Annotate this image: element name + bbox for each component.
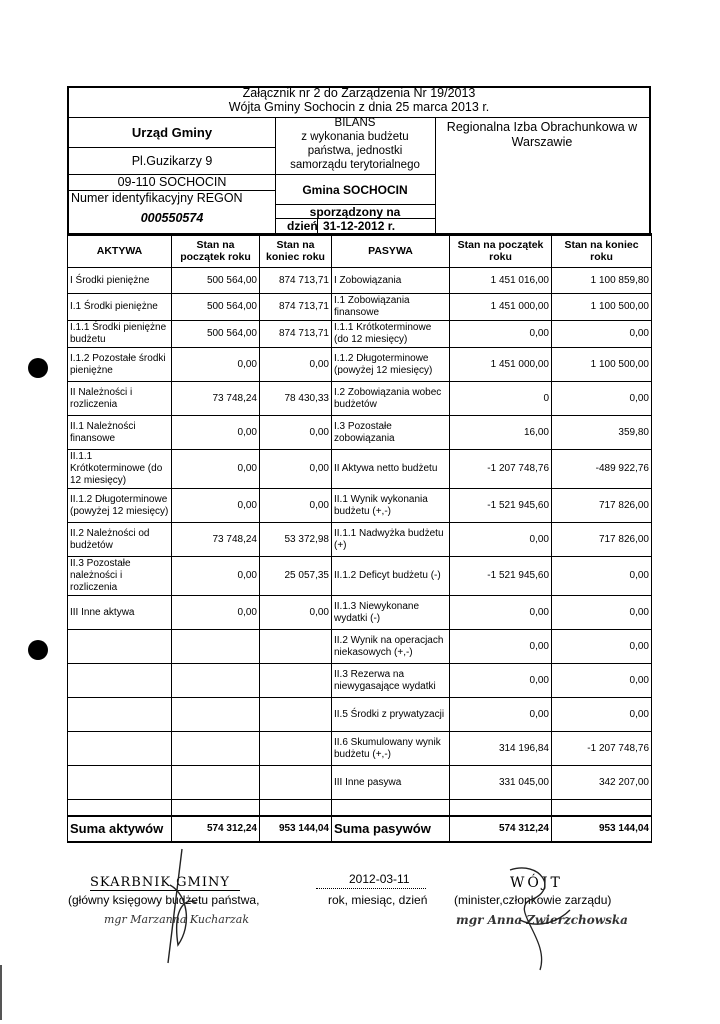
cell-aktywa-end: 78 430,33 xyxy=(260,382,332,416)
cell-aktywa-start: 500 564,00 xyxy=(172,268,260,294)
cell-pasywa-start: -1 521 945,60 xyxy=(450,557,552,596)
cell-pasywa-start: 314 196,84 xyxy=(450,732,552,766)
cell-aktywa-start xyxy=(172,630,260,664)
cell-aktywa-end: 53 372,98 xyxy=(260,523,332,557)
cell-aktywa-label xyxy=(68,698,172,732)
date-underline xyxy=(316,888,426,889)
cell-aktywa-label xyxy=(68,800,172,816)
table-row xyxy=(68,596,652,630)
cell-aktywa-end: 874 713,71 xyxy=(260,321,332,348)
cell-aktywa-label: III Inne aktywa xyxy=(68,596,172,630)
balance-table xyxy=(67,233,652,843)
table-row xyxy=(68,523,652,557)
cell-pasywa-start xyxy=(450,800,552,816)
cell-pasywa-end: -489 922,76 xyxy=(552,450,652,489)
cell-aktywa-start: 500 564,00 xyxy=(172,294,260,321)
cell-aktywa-end xyxy=(260,664,332,698)
cell-pasywa-end: -1 207 748,76 xyxy=(552,732,652,766)
cell-pasywa-label: I.1 Zobowiązania finansowe xyxy=(332,294,450,321)
cell-pasywa-start: 0,00 xyxy=(450,321,552,348)
cell-pasywa-end: 1 100 500,00 xyxy=(552,348,652,382)
cell-aktywa-label: I.1.1 Środki pieniężne budżetu xyxy=(68,321,172,348)
cell-aktywa-label: II.1.2 Długoterminowe (powyżej 12 miesięcy) xyxy=(68,489,172,523)
rio-line-2: Warszawie xyxy=(511,135,573,149)
gmina-name: Gmina SOCHOCIN xyxy=(302,183,408,197)
cell-aktywa-start xyxy=(172,664,260,698)
rio-line-1: Regionalna Izba Obrachunkowa w xyxy=(446,120,638,134)
sum-aktywa-end: 953 144,04 xyxy=(260,816,332,842)
cell-aktywa-end: 0,00 xyxy=(260,450,332,489)
cell-pasywa-start: 0 xyxy=(450,382,552,416)
cell-pasywa-start: -1 207 748,76 xyxy=(450,450,552,489)
table-header-row xyxy=(68,234,652,268)
cell-aktywa-end xyxy=(260,732,332,766)
cell-aktywa-end: 874 713,71 xyxy=(260,268,332,294)
table-body xyxy=(68,268,652,816)
cell-pasywa-label: II.6 Skumulowany wynik budżetu (+,-) xyxy=(332,732,450,766)
cell-aktywa-start: 73 748,24 xyxy=(172,523,260,557)
middle-caption: rok, miesiąc, dzień xyxy=(328,893,428,907)
title-line-2: Wójta Gminy Sochocin z dnia 25 marca 2013 r. xyxy=(228,100,490,114)
table-row xyxy=(68,348,652,382)
cell-pasywa-end: 0,00 xyxy=(552,698,652,732)
cell-aktywa-label: II Należności i rozliczenia xyxy=(68,382,172,416)
table-row xyxy=(68,664,652,698)
office-postal: 09-110 SOCHOCIN xyxy=(117,175,227,189)
cell-pasywa-start: -1 521 945,60 xyxy=(450,489,552,523)
cell-aktywa-end: 25 057,35 xyxy=(260,557,332,596)
table-row xyxy=(68,321,652,348)
cell-aktywa-start: 0,00 xyxy=(172,450,260,489)
cell-aktywa-end: 0,00 xyxy=(260,489,332,523)
cell-pasywa-label: II.1.3 Niewykonane wydatki (-) xyxy=(332,596,450,630)
cell-aktywa-end: 0,00 xyxy=(260,348,332,382)
cell-pasywa-end: 359,80 xyxy=(552,416,652,450)
cell-aktywa-label: II.1 Należności finansowe xyxy=(68,416,172,450)
cell-pasywa-end: 0,00 xyxy=(552,664,652,698)
cell-aktywa-start: 0,00 xyxy=(172,489,260,523)
cell-aktywa-start: 0,00 xyxy=(172,348,260,382)
cell-aktywa-label: II.2 Należności od budżetów xyxy=(68,523,172,557)
cell-pasywa-end: 0,00 xyxy=(552,321,652,348)
cell-aktywa-label: I Środki pieniężne xyxy=(68,268,172,294)
prepared-label: sporządzony na xyxy=(309,205,401,219)
cell-aktywa-label: II.1.1 Krótkoterminowe (do 12 miesięcy) xyxy=(68,450,172,489)
scan-edge-mark xyxy=(0,965,2,1020)
regon-label: Numer identyfikacyjny REGON xyxy=(71,191,243,205)
cell-pasywa-label: I.3 Pozostałe zobowiązania xyxy=(332,416,450,450)
cell-pasywa-start: 0,00 xyxy=(450,664,552,698)
left-signature-mark xyxy=(148,845,208,965)
cell-pasywa-label: I.2 Zobowiązania wobec budżetów xyxy=(332,382,450,416)
cell-aktywa-start: 0,00 xyxy=(172,557,260,596)
col-pasywa-start: Stan na początek roku xyxy=(450,234,552,268)
cell-aktywa-start xyxy=(172,732,260,766)
cell-pasywa-end: 717 826,00 xyxy=(552,489,652,523)
table-row xyxy=(68,630,652,664)
table-row xyxy=(68,450,652,489)
cell-aktywa-end xyxy=(260,800,332,816)
title-line-1: Załącznik nr 2 do Zarządzenia Nr 19/2013 xyxy=(242,86,476,100)
cell-pasywa-start: 0,00 xyxy=(450,630,552,664)
cell-aktywa-label: II.3 Pozostałe należności i rozliczenia xyxy=(68,557,172,596)
cell-aktywa-start: 73 748,24 xyxy=(172,382,260,416)
cell-pasywa-label: III Inne pasywa xyxy=(332,766,450,800)
cell-pasywa-start: 0,00 xyxy=(450,596,552,630)
cell-pasywa-label: II.2 Wynik na operacjach niekasowych (+,-) xyxy=(332,630,450,664)
sum-aktywa-start: 574 312,24 xyxy=(172,816,260,842)
sum-row xyxy=(68,816,652,842)
sum-pasywa-end: 953 144,04 xyxy=(552,816,652,842)
cell-aktywa-label xyxy=(68,664,172,698)
cell-pasywa-end: 0,00 xyxy=(552,630,652,664)
date-value: 31-12-2012 r. xyxy=(323,219,396,233)
cell-pasywa-start: 0,00 xyxy=(450,698,552,732)
cell-aktywa-start xyxy=(172,800,260,816)
cell-aktywa-end: 874 713,71 xyxy=(260,294,332,321)
cell-pasywa-end: 717 826,00 xyxy=(552,523,652,557)
cell-pasywa-end: 1 100 859,80 xyxy=(552,268,652,294)
regon-number: 000550574 xyxy=(140,211,204,225)
cell-pasywa-label: I.1.1 Krótkoterminowe (do 12 miesięcy) xyxy=(332,321,450,348)
office-name: Urząd Gminy xyxy=(131,125,213,140)
cell-pasywa-start: 1 451 000,00 xyxy=(450,294,552,321)
cell-pasywa-start: 16,00 xyxy=(450,416,552,450)
table-row xyxy=(68,800,652,816)
cell-pasywa-label: II.5 Środki z prywatyzacji xyxy=(332,698,450,732)
cell-aktywa-start: 0,00 xyxy=(172,416,260,450)
cell-aktywa-end: 0,00 xyxy=(260,596,332,630)
bilans-line-4: samorządu terytorialnego xyxy=(290,159,420,171)
cell-aktywa-start xyxy=(172,698,260,732)
office-address: Pl.Guzikarzy 9 xyxy=(131,154,213,168)
cell-aktywa-label: I.1.2 Pozostałe środki pieniężne xyxy=(68,348,172,382)
cell-aktywa-end: 0,00 xyxy=(260,416,332,450)
header-box xyxy=(67,86,651,236)
right-caption: (minister,członkowie zarządu) xyxy=(454,893,612,907)
cell-pasywa-start: 331 045,00 xyxy=(450,766,552,800)
right-signatory-name: mgr Anna Zwierzchowska xyxy=(456,913,628,927)
left-signatory-name: mgr Marzanna Kucharzak xyxy=(104,913,250,926)
cell-aktywa-end xyxy=(260,630,332,664)
cell-pasywa-end: 1 100 500,00 xyxy=(552,294,652,321)
table-row xyxy=(68,294,652,321)
col-pasywa-end: Stan na koniec roku xyxy=(552,234,652,268)
table-row xyxy=(68,489,652,523)
cell-pasywa-label: II.1.2 Deficyt budżetu (-) xyxy=(332,557,450,596)
cell-pasywa-end xyxy=(552,800,652,816)
cell-aktywa-label xyxy=(68,732,172,766)
sum-aktywa-label: Suma aktywów xyxy=(68,816,172,842)
table-row xyxy=(68,268,652,294)
table-row xyxy=(68,382,652,416)
cell-pasywa-start: 1 451 000,00 xyxy=(450,348,552,382)
cell-pasywa-start: 1 451 016,00 xyxy=(450,268,552,294)
cell-aktywa-start: 0,00 xyxy=(172,596,260,630)
signature-date: 2012-03-11 xyxy=(349,872,410,886)
left-stamp: SKARBNIK GMINY xyxy=(90,875,240,891)
cell-pasywa-label: II Aktywa netto budżetu xyxy=(332,450,450,489)
cell-aktywa-start xyxy=(172,766,260,800)
col-aktywa-start: Stan na początek roku xyxy=(172,234,260,268)
sum-pasywa-start: 574 312,24 xyxy=(450,816,552,842)
cell-pasywa-end: 342 207,00 xyxy=(552,766,652,800)
left-caption: (główny księgowy budżetu państwa, xyxy=(68,893,260,907)
cell-pasywa-label xyxy=(332,800,450,816)
table-row xyxy=(68,732,652,766)
table-row xyxy=(68,557,652,596)
cell-aktywa-start: 500 564,00 xyxy=(172,321,260,348)
date-label: dzień xyxy=(287,219,318,233)
table-row xyxy=(68,698,652,732)
table-row xyxy=(68,766,652,800)
right-stamp: WÓJT xyxy=(510,875,563,891)
cell-pasywa-label: II.1.1 Nadwyżka budżetu (+) xyxy=(332,523,450,557)
cell-pasywa-label: I.1.2 Długoterminowe (powyżej 12 miesięcy) xyxy=(332,348,450,382)
sum-pasywa-label: Suma pasywów xyxy=(332,816,450,842)
cell-aktywa-label: I.1 Środki pieniężne xyxy=(68,294,172,321)
cell-pasywa-label: I Zobowiązania xyxy=(332,268,450,294)
cell-pasywa-end: 0,00 xyxy=(552,557,652,596)
col-aktywa: AKTYWA xyxy=(68,234,172,268)
bilans-line-3: państwa, jednostki xyxy=(307,145,403,157)
bilans-line-1: BILANS xyxy=(334,117,376,129)
cell-aktywa-end xyxy=(260,698,332,732)
cell-pasywa-end: 0,00 xyxy=(552,596,652,630)
cell-aktywa-label xyxy=(68,766,172,800)
cell-pasywa-start: 0,00 xyxy=(450,523,552,557)
punch-hole-bottom xyxy=(28,640,48,660)
bilans-line-2: z wykonania budżetu xyxy=(301,131,409,143)
cell-aktywa-label xyxy=(68,630,172,664)
cell-pasywa-label: II.3 Rezerwa na niewygasające wydatki xyxy=(332,664,450,698)
cell-aktywa-end xyxy=(260,766,332,800)
right-signature-mark xyxy=(500,860,580,980)
punch-hole-top xyxy=(28,358,48,378)
col-pasywa: PASYWA xyxy=(332,234,450,268)
cell-pasywa-label: II.1 Wynik wykonania budżetu (+,-) xyxy=(332,489,450,523)
table-row xyxy=(68,416,652,450)
cell-pasywa-end: 0,00 xyxy=(552,382,652,416)
col-aktywa-end: Stan na koniec roku xyxy=(260,234,332,268)
